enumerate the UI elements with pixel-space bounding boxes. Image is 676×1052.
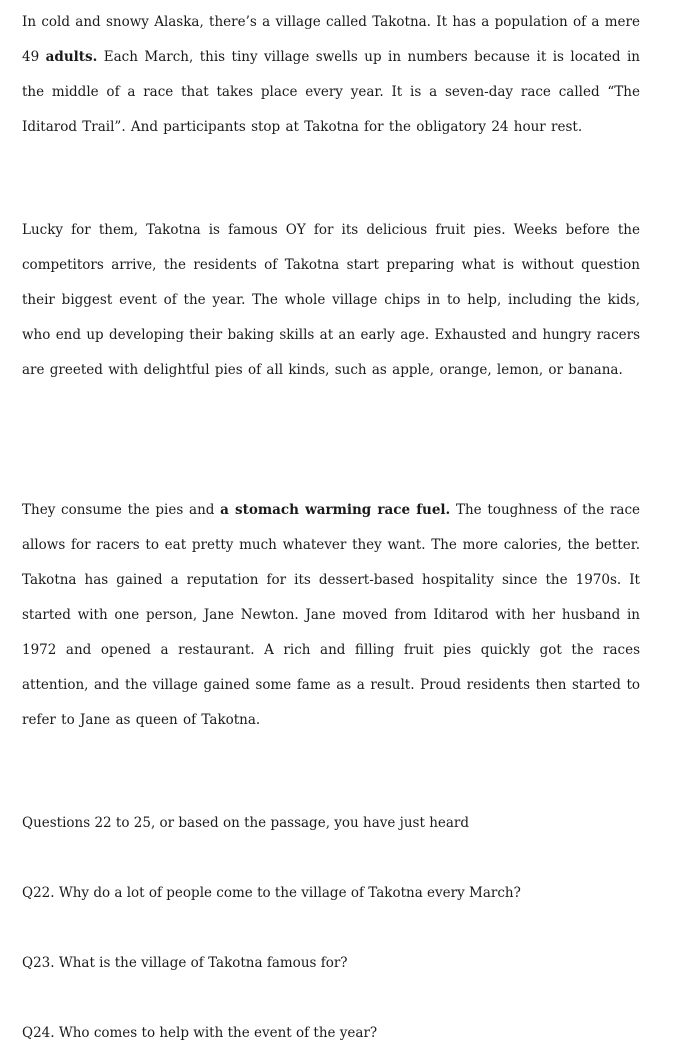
passage-paragraph-3 [22, 493, 640, 738]
question-24: Q24. Who comes to help with the event of the year? [22, 1025, 378, 1041]
paragraph-3-text-start: They consume the pies and [22, 502, 221, 518]
question-23: Q23. What is the village of Takotna famous for? [22, 955, 348, 971]
passage-paragraph-2 [22, 213, 640, 388]
question-22: Q22. Why do a lot of people come to the village of Takotna every March? [22, 885, 521, 901]
paragraph-1-text-start: In cold and snowy Alaska, there’s a village called Takotna. It has a population of a mere 49 [22, 14, 640, 65]
paragraph-1-bold-text: adults. [45, 49, 98, 65]
passage-paragraph-1 [22, 5, 640, 145]
paragraph-3-bold-text: a stomach warming race fuel. [220, 502, 451, 518]
questions-intro: Questions 22 to 25, or based on the passage, you have just heard [22, 815, 470, 831]
paragraph-2-text: Lucky for them, Takotna is famous OY for its delicious fruit pies. Weeks before the competitors arrive, the residents of Takotna start preparing what is without question their biggest event of the year. The whole village chips in to help, including the kids, who end up developing their baking skills at an early age. Exhausted and hungry racers are greeted with delightful pies of all kinds, such as apple, orange, lemon, or banana. [22, 222, 640, 378]
paragraph-3-text-end: The toughness of the race allows for racers to eat pretty much whatever they want. The more calories, the better. Takotna has gained a reputation for its dessert-based hospitality since the 1970s. It started with one person, Jane Newton. Jane moved from Iditarod with her husband in 1972 and opened a restaurant. A rich and filling fruit pies quickly got the races attention, and the village gained some fame as a result. Proud residents then started to refer to Jane as queen of Takotna. [22, 502, 640, 728]
paragraph-1-text-end: Each March, this tiny village swells up in numbers because it is located in the middle of a race that takes place every year. It is a seven-day race called “The Iditarod Trail”. And participants stop at Takotna for the obligatory 24 hour rest. [22, 49, 640, 135]
